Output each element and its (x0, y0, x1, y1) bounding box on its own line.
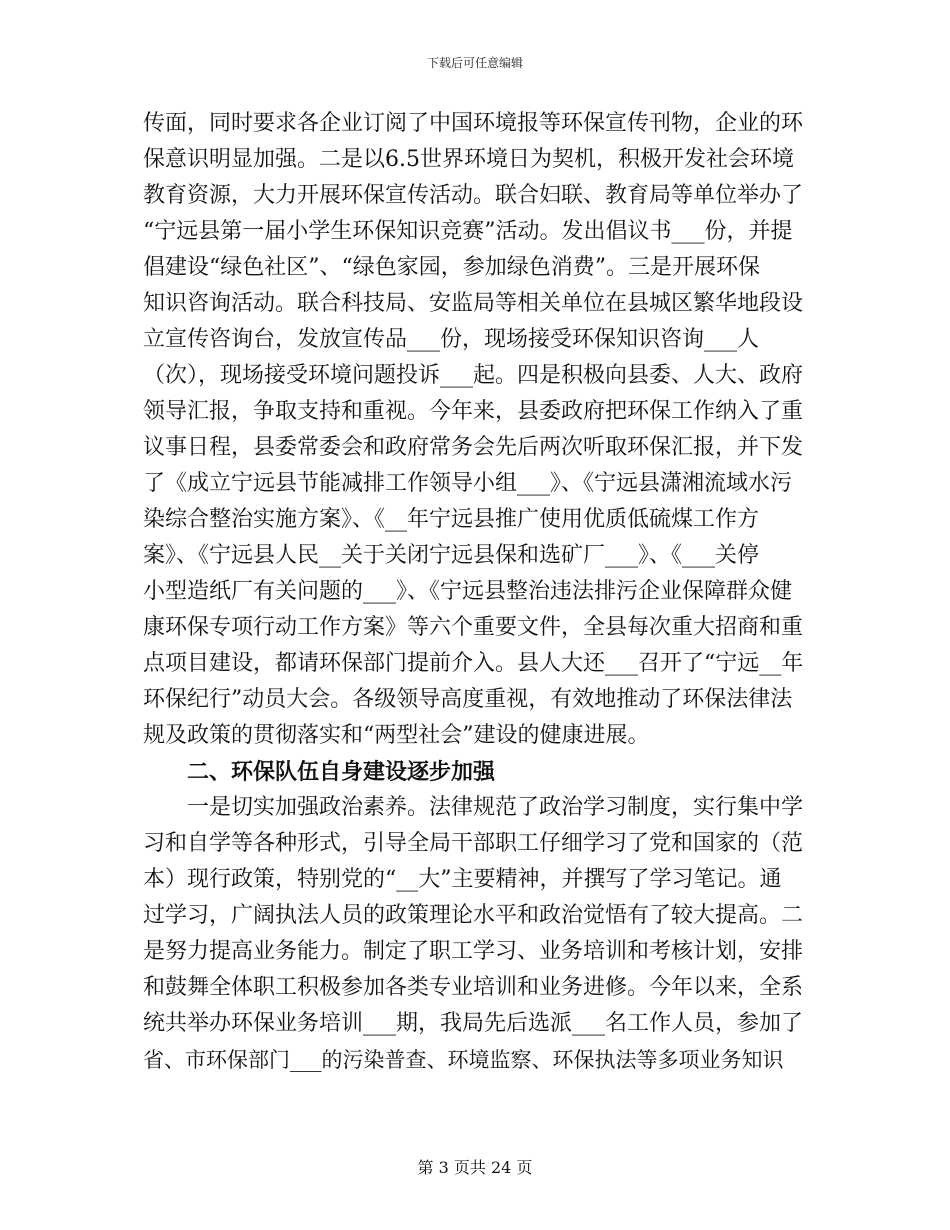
text-line: 知识咨询活动。联合科技局、安监局等相关单位在县城区繁华地段设 (143, 291, 804, 316)
page-footer: 第 3 页共 24 页 (417, 1158, 533, 1177)
text-line: 点项目建设，都请环保部门提前介入。县人大还___召开了“宁远__年 (143, 651, 804, 676)
text-line: 本）现行政策，特别党的“__大”主要精神，并撰写了学习笔记。通 (143, 867, 782, 892)
text-line: 案》、《宁远县人民__关于关闭宁远县保和选矿厂___》、《___关停 (143, 543, 760, 568)
text-line: “宁远县第一届小学生环保知识竞赛”活动。发出倡议书___份，并提 (143, 219, 793, 244)
text-line: 环保纪行”动员大会。各级领导高度重视，有效地推动了环保法律法 (143, 687, 793, 712)
text-line: 了《成立宁远县节能减排工作领导小组___》、《宁远县潇湘流域水污 (143, 471, 793, 496)
text-line: 省、市环保部门___的污染普查、环境监察、环保执法等多项业务知识 (143, 1048, 784, 1072)
text-line: 教育资源，大力开展环保宣传活动。联合妇联、教育局等单位举办了 (143, 183, 804, 208)
text-line: 保意识明显加强。二是以6.5世界环境日为契机，积极开发社会环境 (143, 147, 794, 172)
text-line: 是努力提高业务能力。制定了职工学习、业务培训和考核计划，安排 (143, 939, 804, 964)
text-line: 传面，同时要求各企业订阅了中国环境报等环保宣传刊物，企业的环 (143, 111, 804, 136)
text-line: 一是切实加强政治素养。法律规范了政治学习制度，实行集中学 (187, 795, 804, 820)
page-header: 下载后可任意编辑 (426, 56, 523, 70)
text-line: 统共举办环保业务培训___期，我局先后选派___名工作人员，参加了 (143, 1011, 804, 1036)
text-line: 和鼓舞全体职工积极参加各类专业培训和业务进修。今年以来，全系 (143, 975, 804, 1000)
document-body (143, 106, 810, 1078)
text-line: 过学习，广阔执法人员的政策理论水平和政治觉悟有了较大提高。二 (143, 903, 804, 928)
section-heading: 二、环保队伍自身建设逐步加强 (187, 759, 496, 785)
text-line: 规及政策的贯彻落实和“两型社会”建设的健康进展。 (143, 723, 650, 748)
text-line: 议事日程，县委常委会和政府常务会先后两次听取环保汇报，并下发 (143, 435, 804, 460)
text-line: 染综合整治实施方案》、《__年宁远县推广使用优质低硫煤工作方 (143, 507, 760, 532)
text-line: 康环保专项行动工作方案》等六个重要文件，全县每次重大招商和重 (143, 615, 804, 640)
text-line: 倡建设“绿色社区”、“绿色家园，参加绿色消费”。三是开展环保 (143, 255, 760, 280)
text-line: 领导汇报，争取支持和重视。今年来，县委政府把环保工作纳入了重 (143, 399, 804, 424)
text-line: （次），现场接受环境问题投诉___起。四是积极向县委、人大、政府 (143, 363, 804, 388)
text-line: 小型造纸厂有关问题的___》、《宁远县整治违法排污企业保障群众健 (143, 579, 793, 604)
text-line: 立宣传咨询台，发放宣传品___份，现场接受环保知识咨询___人 (143, 327, 760, 352)
text-line: 习和自学等各种形式，引导全局干部职工仔细学习了党和国家的（范 (143, 831, 804, 856)
